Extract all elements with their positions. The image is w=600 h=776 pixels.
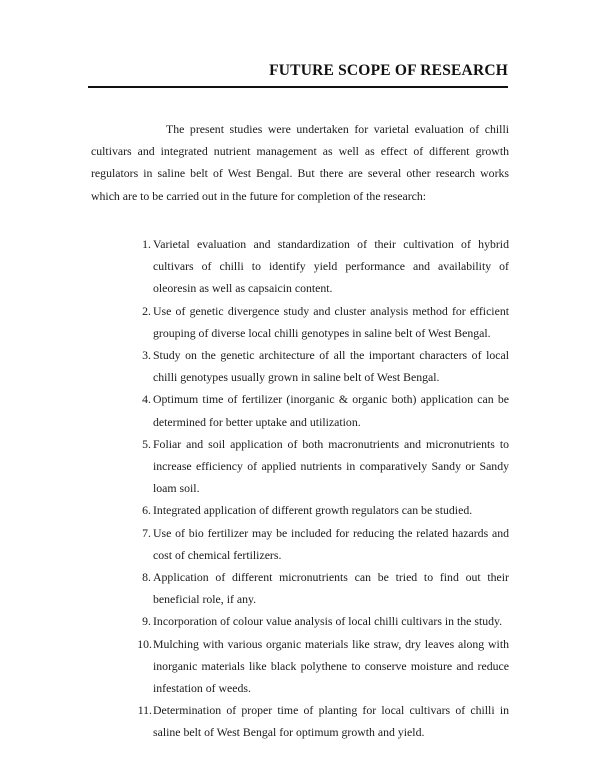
item-text: Use of bio fertilizer may be included for reducing the related hazards and cost of chemical fertilizers. — [153, 525, 509, 562]
list-item — [0, 433, 600, 500]
list-item — [0, 566, 600, 610]
list-item — [0, 522, 600, 566]
item-number: 1. — [142, 237, 151, 251]
item-number: 10. — [137, 636, 152, 651]
list-item — [0, 388, 600, 432]
item-number: 4. — [142, 392, 151, 407]
list-item — [0, 499, 600, 521]
list-item — [0, 699, 600, 743]
page-heading: FUTURE SCOPE OF RESEARCH — [269, 62, 508, 79]
item-number: 8. — [142, 570, 151, 585]
list-item — [0, 300, 600, 344]
item-text: Mulching with various organic materials like straw, dry leaves along with inorganic materials like black polythene to conserve moisture and reduce infestation of weeds. — [153, 636, 509, 696]
item-text: Application of different micronutrients can be tried to find out their beneficial role, if any. — [153, 570, 509, 607]
intro-paragraph: The present studies were undertaken for varietal evaluation of chilli cultivars and integrated nutrient management as well as effect of different growth regulators in saline belt of West Bengal. But there are several other research works which are to be carried out in the future for completion of the research: — [91, 122, 509, 203]
item-number: 5. — [142, 436, 151, 451]
item-text: Integrated application of different growth regulators can be studied. — [153, 503, 473, 518]
item-number: 9. — [142, 614, 151, 629]
item-number: 2. — [142, 303, 151, 318]
item-number: 3. — [142, 348, 151, 363]
heading-underline — [88, 86, 508, 88]
item-text: Use of genetic divergence study and cluster analysis method for efficient grouping of diverse local chilli genotypes in saline belt of West Bengal. — [153, 303, 509, 340]
list-item — [0, 633, 600, 700]
item-text: Incorporation of colour value analysis of local chilli cultivars in the study. — [153, 614, 503, 629]
item-text: Foliar and soil application of both macronutrients and micronutrients to increase efficiency of applied nutrients in comparatively Sandy or Sandy loam soil. — [153, 436, 509, 496]
item-text: Study on the genetic architecture of all the important characters of local chilli genotypes usually grown in saline belt of West Bengal. — [153, 348, 509, 385]
list-item — [0, 610, 600, 632]
list-item — [0, 233, 600, 300]
list-item — [0, 344, 600, 388]
item-number: 7. — [142, 525, 151, 540]
item-text: Optimum time of fertilizer (inorganic & organic both) application can be determined for better uptake and utilization. — [153, 392, 509, 429]
research-scope-list — [0, 233, 600, 744]
item-number: 11. — [137, 703, 152, 718]
item-text: Determination of proper time of planting for local cultivars of chilli in saline belt of West Bengal for optimum growth and yield. — [153, 703, 509, 740]
item-number: 6. — [142, 503, 151, 518]
item-text: Varietal evaluation and standardization of their cultivation of hybrid cultivars of chilli to identify yield performance and availability of oleoresin as well as capsaicin content. — [153, 237, 509, 296]
